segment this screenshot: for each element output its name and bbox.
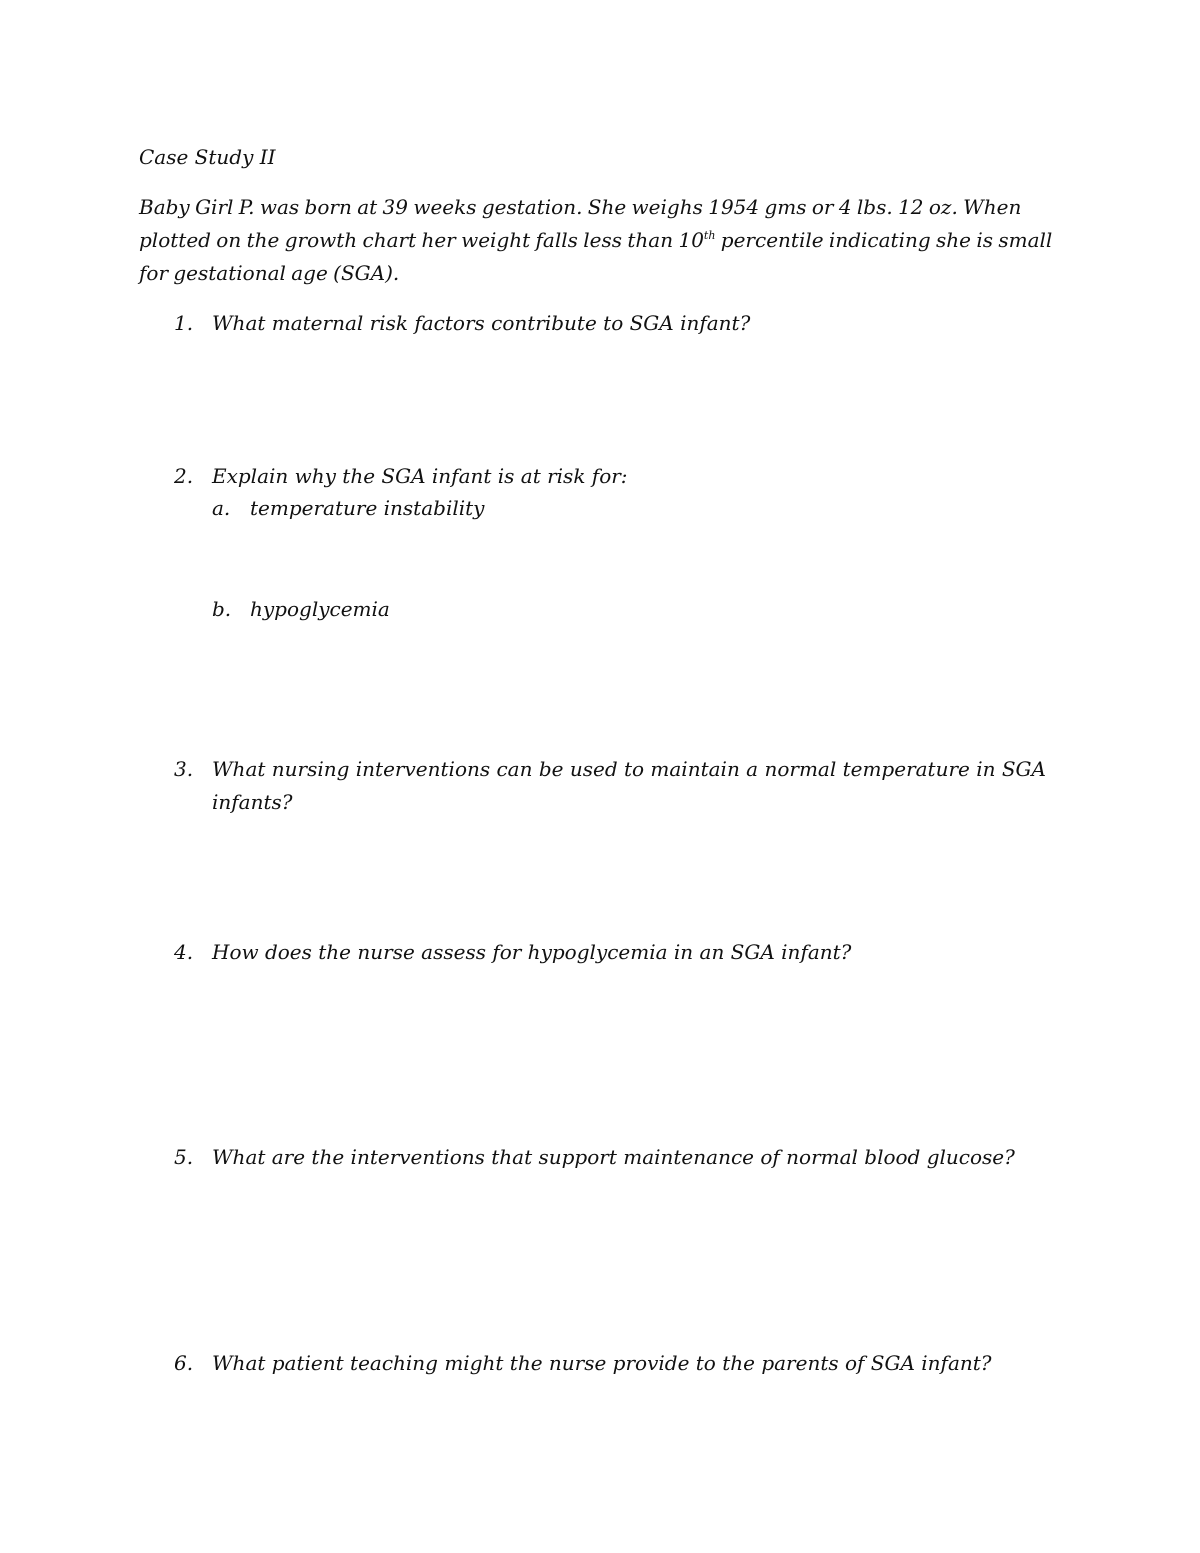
question-number: 4.	[174, 940, 194, 964]
question-number: 3.	[174, 757, 194, 781]
question-1	[174, 307, 1054, 340]
sub-letter: b.	[212, 597, 232, 621]
question-6	[174, 1347, 1054, 1380]
intro-text-continued: percentile indicating she is small for gestational age (SGA).	[139, 228, 1053, 285]
ordinal-suffix: th	[703, 229, 716, 242]
question-text: What nursing interventions can be used to maintain a normal temperature in SGA infants?	[212, 757, 1046, 814]
question-5	[174, 1141, 1054, 1174]
question-number: 2.	[174, 464, 194, 488]
question-3	[174, 753, 1054, 819]
sub-text: hypoglycemia	[250, 597, 390, 621]
question-2-sub-b	[212, 593, 390, 626]
question-text: What patient teaching might the nurse provide to the parents of SGA infant?	[212, 1351, 992, 1375]
question-text: Explain why the SGA infant is at risk for:	[212, 464, 628, 488]
question-text: How does the nurse assess for hypoglycemia in an SGA infant?	[212, 940, 852, 964]
intro-text: Baby Girl P. was born at 39 weeks gestation. She weighs 1954 gms or 4 lbs. 12 oz. When plotted on the growth chart her weight falls less than 10	[139, 195, 1022, 252]
question-number: 6.	[174, 1351, 194, 1375]
question-text: What maternal risk factors contribute to SGA infant?	[212, 311, 751, 335]
question-2-sub-a	[212, 492, 484, 525]
question-number: 5.	[174, 1145, 194, 1169]
document-title: Case Study II	[139, 145, 276, 169]
question-number: 1.	[174, 311, 194, 335]
question-4	[174, 936, 1054, 969]
case-intro-paragraph	[139, 191, 1069, 290]
question-2	[174, 460, 1054, 493]
sub-letter: a.	[212, 496, 231, 520]
sub-text: temperature instability	[250, 496, 485, 520]
question-text: What are the interventions that support maintenance of normal blood glucose?	[212, 1145, 1015, 1169]
